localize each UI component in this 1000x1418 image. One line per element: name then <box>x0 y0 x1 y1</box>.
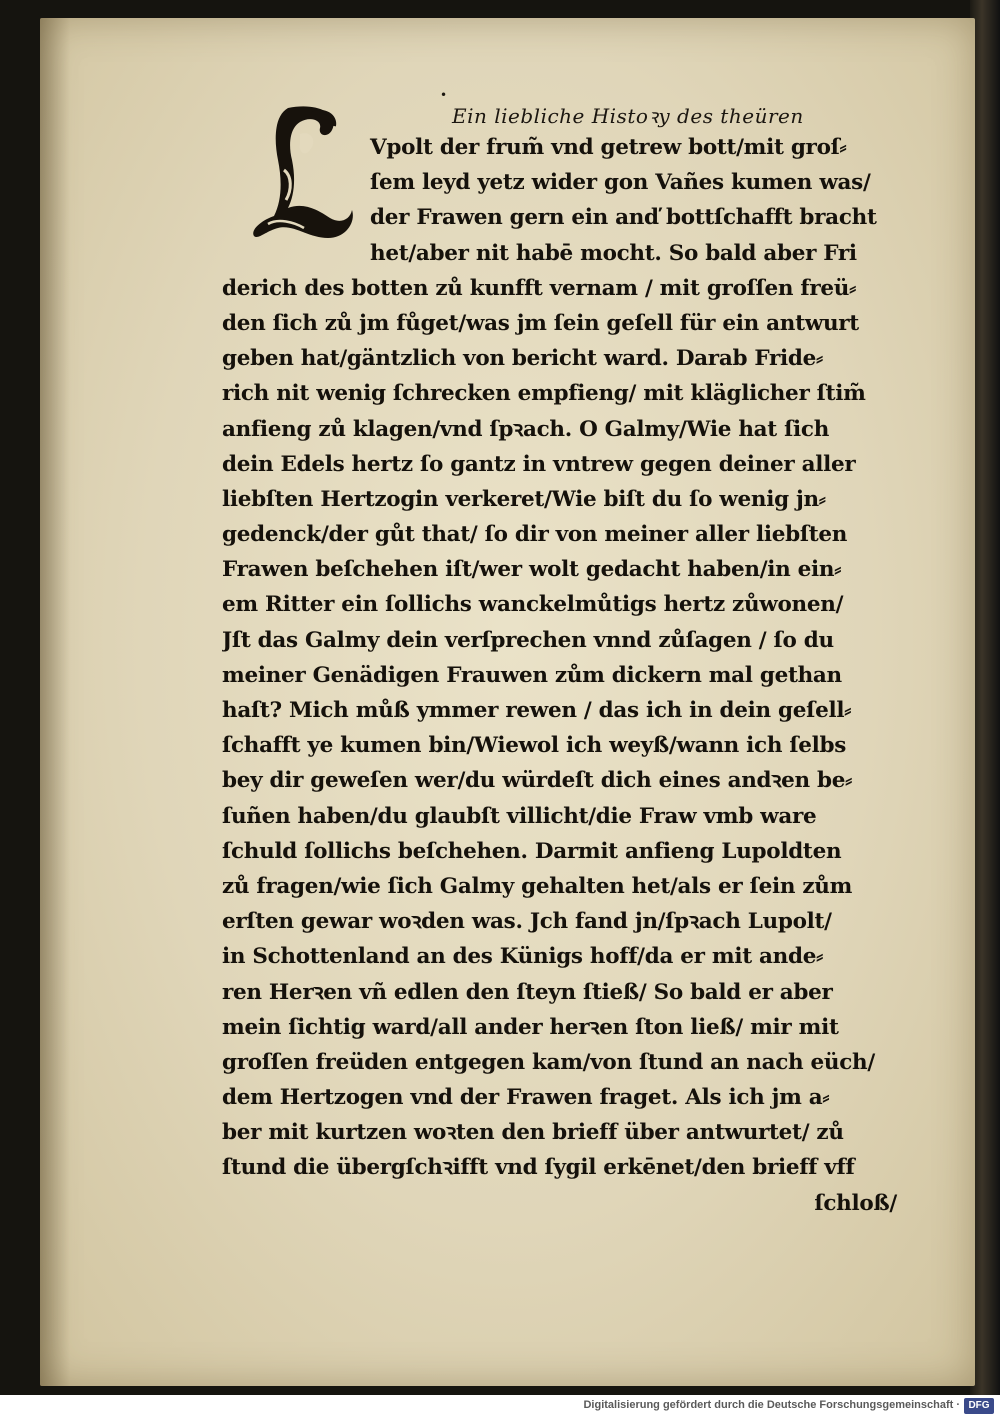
text-line: in Schottenland an des Künigs hoff/da er mit ande⸗ <box>222 944 823 970</box>
text-line: zů fragen/wie ſich Galmy gehalten het/als er ſein zům <box>222 873 853 899</box>
text-line: geben hat/gäntzlich von bericht ward. Darab Fride⸗ <box>222 346 823 372</box>
body-text <box>222 130 967 1221</box>
text-line: het/aber nit habē mocht. So bald aber Fri <box>370 240 857 266</box>
text-line: ſtund die übergſchꝛifft vnd ſygil erkēnet/den brieff vff <box>222 1155 855 1181</box>
text-line: groſſen freüden entgegen kam/von ſtund an nach eüch/ <box>222 1049 875 1075</box>
text-line: mein ſichtig ward/all ander herꝛen ſton ließ/ mir mit <box>222 1014 839 1040</box>
text-line: ber mit kurtzen woꝛten den brieff über antwurtet/ zů <box>222 1120 844 1146</box>
text-line: liebſten Hertzogin verkeret/Wie biſt du ſo wenig jn⸗ <box>222 486 826 512</box>
text-line: ſchloß/ <box>814 1190 897 1216</box>
text-line: ſuñen haben/du glaubſt villicht/die Fraw vmb ware <box>222 803 817 829</box>
text-line: der Frawen gern ein anď bottſchafft bracht <box>370 205 877 231</box>
text-line: gedenck/der gůt that/ ſo dir von meiner aller liebſten <box>222 522 848 548</box>
text-line: Frawen beſchehen iſt/wer wolt gedacht haben/in ein⸗ <box>222 557 842 583</box>
text-line: ſem leyd yetz wider gon Vañes kumen was/ <box>370 170 871 196</box>
text-line: em Ritter ein ſollichs wanckelmůtigs hertz zůwonen/ <box>222 592 844 618</box>
text-line: den ſich zů jm fůget/was jm ſein geſell für ein antwurt <box>222 310 859 336</box>
text-line: ſchuld ſollichs beſchehen. Darmit anfieng Lupoldten <box>222 838 842 864</box>
text-line: meiner Genädigen Frauwen zům dickern mal gethan <box>222 662 842 688</box>
text-line: erſten gewar woꝛden was. Jch fand jn/ſpꝛach Lupolt/ <box>222 909 832 935</box>
text-line: haſt? Mich můß ymmer rewen / das ich in dein geſell⸗ <box>222 698 852 723</box>
text-line: dein Edels hertz ſo gantz in vntrew gegen deiner aller <box>222 451 856 477</box>
funding-credit: Digitalisierung gefördert durch die Deutsche Forschungsgemeinschaft · <box>583 1399 960 1411</box>
footer-bar <box>0 1395 1000 1418</box>
running-head: Ein liebliche Histoꝛy des theüren <box>452 104 804 128</box>
text-line: anfieng zů klagen/vnd ſpꝛach. O Galmy/Wie hat ſich <box>222 416 830 442</box>
text-line: derich des botten zů kunfft vernam / mit groſſen freü⸗ <box>222 275 856 301</box>
text-line: ren Herꝛen vñ edlen den ſteyn ſtieß/ So bald er aber <box>222 979 833 1005</box>
text-line: bey dir geweſen wer/du würdeſt dich eines andꝛen be⸗ <box>222 768 853 794</box>
text-line: Jſt das Galmy dein verſprechen vnnd zůſagen / ſo du <box>222 627 834 653</box>
dfg-logo: DFG <box>964 1398 994 1414</box>
text-line: Vpolt der frum̃ vnd getrew bott/mit groſ⸗ <box>370 135 847 160</box>
text-line: rich nit wenig ſchrecken empfieng/ mit kläglicher ſtim̃ <box>222 381 866 407</box>
text-line: dem Hertzogen vnd der Frawen fraget. Als ich jm a⸗ <box>222 1085 830 1111</box>
running-head-bullet: • <box>440 88 448 102</box>
text-line: ſchafft ye kumen bin/Wiewol ich weyß/wann ich ſelbs <box>222 733 847 759</box>
